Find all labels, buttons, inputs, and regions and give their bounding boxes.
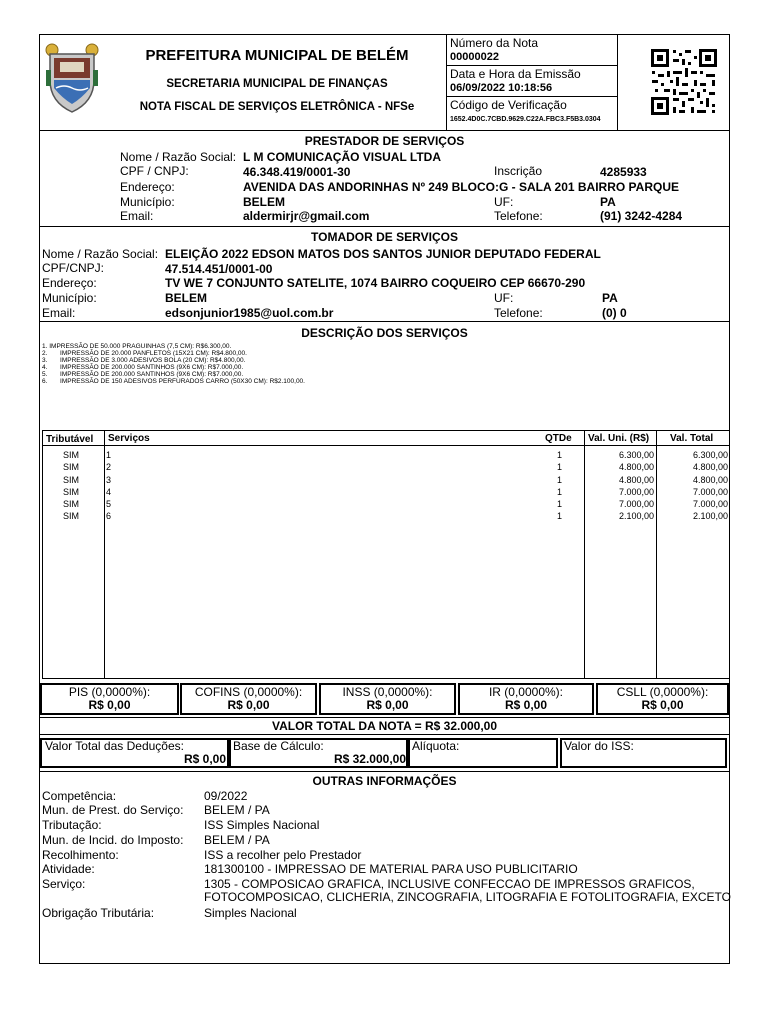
outras-label: Atividade: (42, 862, 95, 876)
cell-trib: SIM (63, 499, 80, 509)
outras-value: BELEM / PA (204, 833, 270, 847)
prestador-uf: PA (600, 195, 616, 209)
tomador-telefone: (0) 0 (602, 306, 627, 320)
outras-value: 1305 - COMPOSICAO GRAFICA, INCLUSIVE CONFECCAO DE IMPRESSOS GRAFICOS, (204, 877, 695, 891)
cell-serv: 3 (106, 475, 112, 485)
cell-uni: 4.800,00 (618, 462, 654, 472)
base-calculo-label: Base de Cálculo: (233, 739, 324, 753)
cell-uni: 6.300,00 (618, 450, 654, 460)
emissao-label: Data e Hora da Emissão (450, 67, 581, 81)
tomador-uf-label: UF: (494, 291, 514, 305)
descricao-section-title: DESCRIÇÃO DOS SERVIÇOS (301, 326, 468, 340)
prestador-nome-label: Nome / Razão Social: (120, 150, 237, 164)
outras-value-continued: FOTOCOMPOSICAO, CLICHERIA, ZINCOGRAFIA, LITOGRAFIA E FOTOLITOGRAFIA, EXCETO (204, 890, 731, 904)
header-subtitle: SECRETARIA MUNICIPAL DE FINANÇAS (166, 78, 388, 90)
tributo-cofins-value: R$ 0,00 (227, 698, 270, 712)
outras-label: Competência: (42, 789, 117, 803)
qr-code-icon (650, 48, 718, 116)
cell-trib: SIM (63, 475, 80, 485)
tomador-cpf-label: CPF/CNPJ: (42, 261, 105, 275)
cell-uni: 2.100,00 (618, 511, 654, 521)
city-coat-of-arms (42, 40, 102, 116)
tributo-pis-value: R$ 0,00 (88, 698, 131, 712)
outras-value: Simples Nacional (204, 906, 297, 920)
cell-qtde: 1 (557, 462, 563, 472)
prestador-telefone: (91) 3242-4284 (600, 209, 683, 223)
th-servicos: Serviços (108, 433, 150, 444)
cell-total: 4.800,00 (692, 475, 728, 485)
outras-label: Recolhimento: (42, 848, 119, 862)
base-calculo-value: R$ 32.000,00 (333, 752, 406, 766)
outras-value: ISS a recolher pelo Prestador (204, 848, 362, 862)
cell-total: 7.000,00 (692, 487, 728, 497)
cell-serv: 4 (106, 487, 112, 497)
tomador-municipio: BELEM (165, 291, 207, 305)
qr-code (650, 48, 718, 116)
tomador-nome-label: Nome / Razão Social: (42, 247, 159, 261)
tomador-section-title: TOMADOR DE SERVIÇOS (311, 230, 458, 244)
th-qtde: QTDe (545, 433, 572, 444)
tributo-ir-label: IR (0,0000%): (488, 685, 564, 699)
cell-trib: SIM (63, 462, 80, 472)
numero-value: 00000022 (450, 51, 499, 63)
outras-label: Serviço: (42, 877, 86, 891)
th-val-uni: Val. Uni. (R$) (588, 433, 650, 444)
cell-uni: 7.000,00 (618, 499, 654, 509)
tributo-ir-value: R$ 0,00 (504, 698, 548, 712)
prestador-section-title: PRESTADOR DE SERVIÇOS (304, 134, 465, 148)
tributo-inss-value: R$ 0,00 (366, 698, 409, 712)
aliquota-label: Alíquota: (412, 739, 460, 753)
tributo-cofins-label: COFINS (0,0000%): (194, 685, 303, 699)
prestador-cpf: 46.348.419/0001-30 (243, 165, 351, 179)
cell-trib: SIM (63, 487, 80, 497)
outras-label: Tributação: (42, 818, 102, 832)
descricao-line: 5. IMPRESSÃO DE 200.000 SANTINHOS (9X6 CM): R$7.000,00. (42, 371, 244, 378)
cell-qtde: 1 (557, 475, 563, 485)
tomador-endereco: TV WE 7 CONJUNTO SATELITE, 1074 BAIRRO COQUEIRO CEP 66670-290 (165, 276, 586, 290)
prestador-email-label: Email: (120, 209, 154, 223)
descricao-line: 2. IMPRESSÃO DE 20.000 PANFLETOS (15X21 CM): R$4.800,00. (42, 350, 247, 357)
prestador-uf-label: UF: (494, 195, 514, 209)
cell-total: 7.000,00 (692, 499, 728, 509)
cell-total: 2.100,00 (692, 511, 728, 521)
descricao-line: 3. IMPRESSÃO DE 3.000 ADESIVOS BOLA (20 CM): R$4.800,00. (42, 357, 246, 364)
outras-value: 181300100 - IMPRESSAO DE MATERIAL PARA USO PUBLICITARIO (204, 862, 578, 876)
tomador-nome: ELEIÇÃO 2022 EDSON MATOS DOS SANTOS JUNIOR DEPUTADO FEDERAL (165, 247, 601, 261)
tomador-endereco-label: Endereço: (42, 276, 97, 290)
valor-iss-label: Valor do ISS: (564, 739, 634, 753)
cell-qtde: 1 (557, 499, 563, 509)
descricao-line: 4. IMPRESSÃO DE 200.000 SANTINHOS (9X6 CM): R$7.000,00. (42, 364, 244, 371)
prestador-endereco-label: Endereço: (120, 180, 175, 194)
verificacao-label: Código de Verificação (450, 98, 567, 112)
numero-label: Número da Nota (450, 36, 539, 50)
deducoes-value: R$ 0,00 (183, 752, 226, 766)
cell-serv: 1 (106, 450, 112, 460)
outras-value: BELEM / PA (204, 803, 270, 817)
descricao-line: 1. IMPRESSÃO DE 50.000 PRAGUINHAS (7,5 CM): R$6.300,00. (42, 343, 232, 350)
prestador-email: aldermirjr@gmail.com (243, 209, 370, 223)
cell-total: 4.800,00 (692, 462, 728, 472)
verificacao-value: 1652.4D0C.7CBD.9629.C22A.FBC3.F5B3.0304 (450, 116, 601, 123)
cell-qtde: 1 (557, 450, 563, 460)
outras-value: 09/2022 (204, 789, 248, 803)
prestador-inscricao-label: Inscrição (494, 164, 543, 178)
outras-label: Mun. de Prest. do Serviço: (42, 803, 184, 817)
tomador-cpf: 47.514.451/0001-00 (165, 262, 273, 276)
th-val-total: Val. Total (670, 433, 714, 444)
prestador-nome: L M COMUNICAÇÃO VISUAL LTDA (243, 150, 441, 164)
deducoes-label: Valor Total das Deduções: (45, 739, 184, 753)
descricao-line: 6. IMPRESSÃO DE 150 ADESIVOS PERFURADOS CARRO (50X30 CM): R$2.100,00. (42, 378, 305, 385)
header-title: PREFEITURA MUNICIPAL DE BELÉM (145, 47, 409, 64)
tomador-uf: PA (602, 291, 618, 305)
prestador-cpf-label: CPF / CNPJ: (120, 164, 189, 178)
tomador-email: edsonjunior1985@uol.com.br (165, 306, 334, 320)
th-tributavel: Tributável (46, 434, 94, 445)
outras-label: Obrigação Tributária: (42, 906, 155, 920)
emissao-value: 06/09/2022 10:18:56 (450, 82, 553, 94)
prestador-municipio: BELEM (243, 195, 285, 209)
tributo-inss-label: INSS (0,0000%): (342, 685, 433, 699)
tributo-csll-value: R$ 0,00 (641, 698, 684, 712)
tomador-municipio-label: Município: (42, 291, 97, 305)
tomador-email-label: Email: (42, 306, 76, 320)
cell-serv: 5 (106, 499, 112, 509)
valor-total-nota: VALOR TOTAL DA NOTA = R$ 32.000,00 (271, 719, 498, 733)
header-doc-type: NOTA FISCAL DE SERVIÇOS ELETRÔNICA - NFSe (139, 101, 415, 113)
cell-trib: SIM (63, 450, 80, 460)
cell-serv: 6 (106, 511, 112, 521)
prestador-inscricao: 4285933 (600, 165, 647, 179)
outras-section-title: OUTRAS INFORMAÇÕES (312, 774, 457, 788)
cell-qtde: 1 (557, 487, 563, 497)
prestador-municipio-label: Município: (120, 195, 175, 209)
outras-value: ISS Simples Nacional (204, 818, 320, 832)
cell-qtde: 1 (557, 511, 563, 521)
tomador-telefone-label: Telefone: (494, 306, 543, 320)
outras-label: Mun. de Incid. do Imposto: (42, 833, 184, 847)
prestador-endereco: AVENIDA DAS ANDORINHAS Nº 249 BLOCO:G - SALA 201 BAIRRO PARQUE (243, 180, 679, 194)
prestador-telefone-label: Telefone: (494, 209, 543, 223)
cell-uni: 7.000,00 (618, 487, 654, 497)
cell-trib: SIM (63, 511, 80, 521)
cell-uni: 4.800,00 (618, 475, 654, 485)
tributo-pis-label: PIS (0,0000%): (68, 685, 151, 699)
coat-of-arms-icon (46, 44, 98, 112)
cell-serv: 2 (106, 462, 112, 472)
cell-total: 6.300,00 (692, 450, 728, 460)
tributo-csll-label: CSLL (0,0000%): (616, 685, 709, 699)
